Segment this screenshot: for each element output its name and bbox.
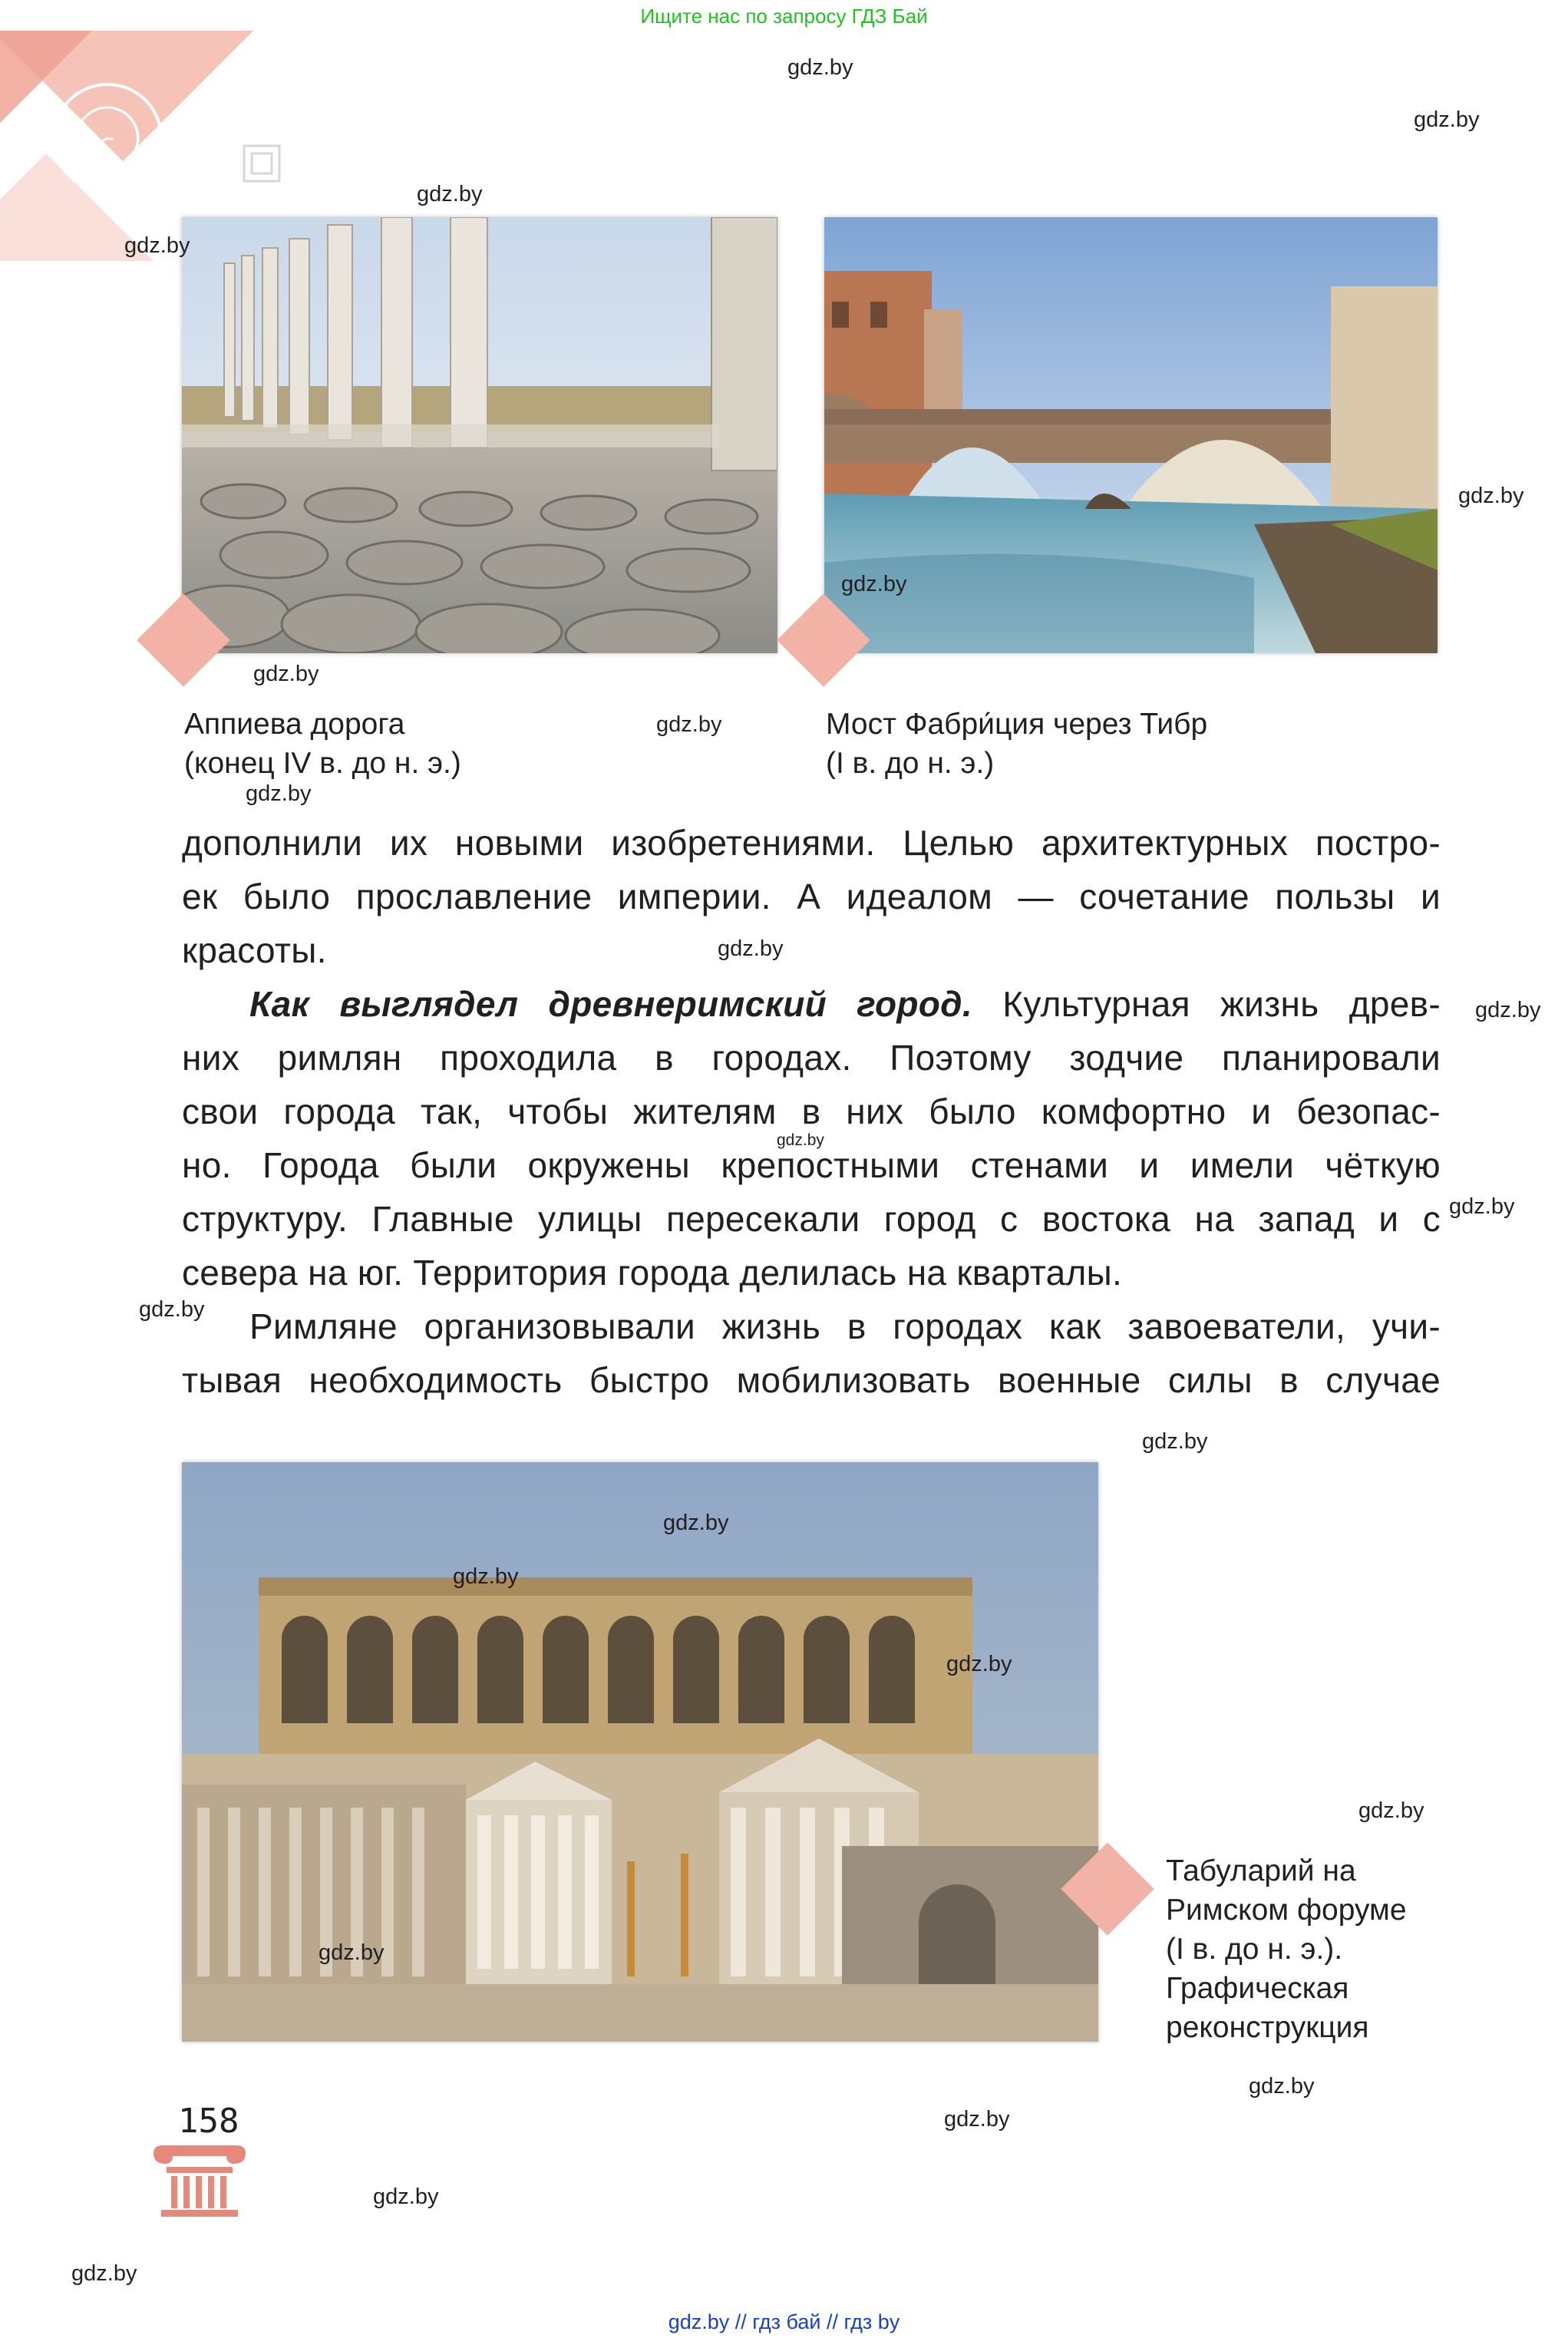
fabricius-bridge-photo	[824, 217, 1438, 653]
caption-line: (I в. до н. э.)	[826, 747, 995, 780]
watermark: gdz.by	[71, 2261, 137, 2286]
watermark: gdz.by	[1449, 1194, 1515, 1219]
caption-line: (конец IV в. до н. э.)	[184, 747, 461, 780]
watermark: gdz.by	[246, 781, 312, 806]
watermark: gdz.by	[946, 1652, 1012, 1676]
watermark: gdz.by	[1475, 998, 1541, 1022]
watermark: gdz.by	[124, 233, 190, 258]
watermark: gdz.by	[417, 182, 483, 206]
footer-links[interactable]: gdz.by // гдз бай // гдз by	[668, 2310, 900, 2333]
watermark: gdz.by	[1142, 1429, 1208, 1454]
caption-line: реконструкция	[1166, 2011, 1369, 2044]
watermark: gdz.by	[139, 1297, 205, 1322]
text-line: структуру. Главные улицы пересекали город с востока на запад и с	[182, 1199, 1441, 1239]
caption-line: Римском форуме	[1166, 1894, 1407, 1927]
text-line: дополнили их новыми изобретениями. Целью архитектурных постро-	[182, 823, 1441, 863]
watermark: gdz.by	[777, 1131, 824, 1149]
text-line: Римляне организовывали жизнь в городах как завоеватели, учи-	[249, 1306, 1441, 1346]
text-fragment: Культурная жизнь древ-	[972, 984, 1441, 1024]
watermark: gdz.by	[841, 572, 907, 596]
column-icon	[150, 2145, 249, 2218]
watermark: gdz.by	[1414, 107, 1480, 132]
watermark: gdz.by	[453, 1564, 519, 1589]
watermark: gdz.by	[718, 936, 784, 961]
text-line: тывая необходимость быстро мобилизовать военные силы в случае	[182, 1360, 1441, 1400]
watermark: gdz.by	[1249, 2074, 1315, 2099]
text-line: красоты.	[182, 930, 327, 970]
watermark: gdz.by	[663, 1511, 729, 1535]
section-heading-line	[249, 977, 1441, 1031]
text-line: свои города так, чтобы жителям в них было комфортно и безопас-	[182, 1091, 1441, 1131]
watermark: gdz.by	[253, 662, 319, 686]
promo-banner[interactable]: Ищите нас по запросу ГДЗ Бай	[640, 5, 928, 28]
watermark: gdz.by	[787, 55, 853, 80]
caption-line: (I в. до н. э.).	[1166, 1933, 1343, 1966]
watermark: gdz.by	[373, 2184, 439, 2209]
caption-line: Мост Фабри́ция через Тибр	[826, 708, 1208, 741]
watermark: gdz.by	[944, 2107, 1010, 2132]
section-heading: Как выглядел древнеримский город.	[249, 984, 972, 1024]
caption-line: Табуларий на	[1166, 1854, 1356, 1887]
page-number: 158	[178, 2102, 239, 2141]
text-line: но. Города были окружены крепостными стенами и имели чёткую	[182, 1145, 1441, 1185]
caption-line: Графическая	[1166, 1972, 1349, 2005]
watermark: gdz.by	[1358, 1798, 1424, 1823]
caption-line: Аппиева дорога	[184, 708, 405, 741]
bridge-caption	[826, 705, 1207, 783]
watermark: gdz.by	[656, 712, 722, 737]
text-line: севера на юг. Территория города делилась на кварталы.	[182, 1253, 1123, 1293]
appian-way-caption	[184, 705, 461, 783]
appian-way-photo	[182, 217, 777, 653]
text-line: ек было прославление империи. А идеалом — сочетание пользы и	[182, 877, 1441, 916]
text-line: них римлян проходила в городах. Поэтому зодчие планировали	[182, 1038, 1441, 1078]
tabularium-caption	[1166, 1851, 1407, 2047]
watermark: gdz.by	[319, 1940, 385, 1965]
watermark: gdz.by	[1458, 484, 1524, 508]
